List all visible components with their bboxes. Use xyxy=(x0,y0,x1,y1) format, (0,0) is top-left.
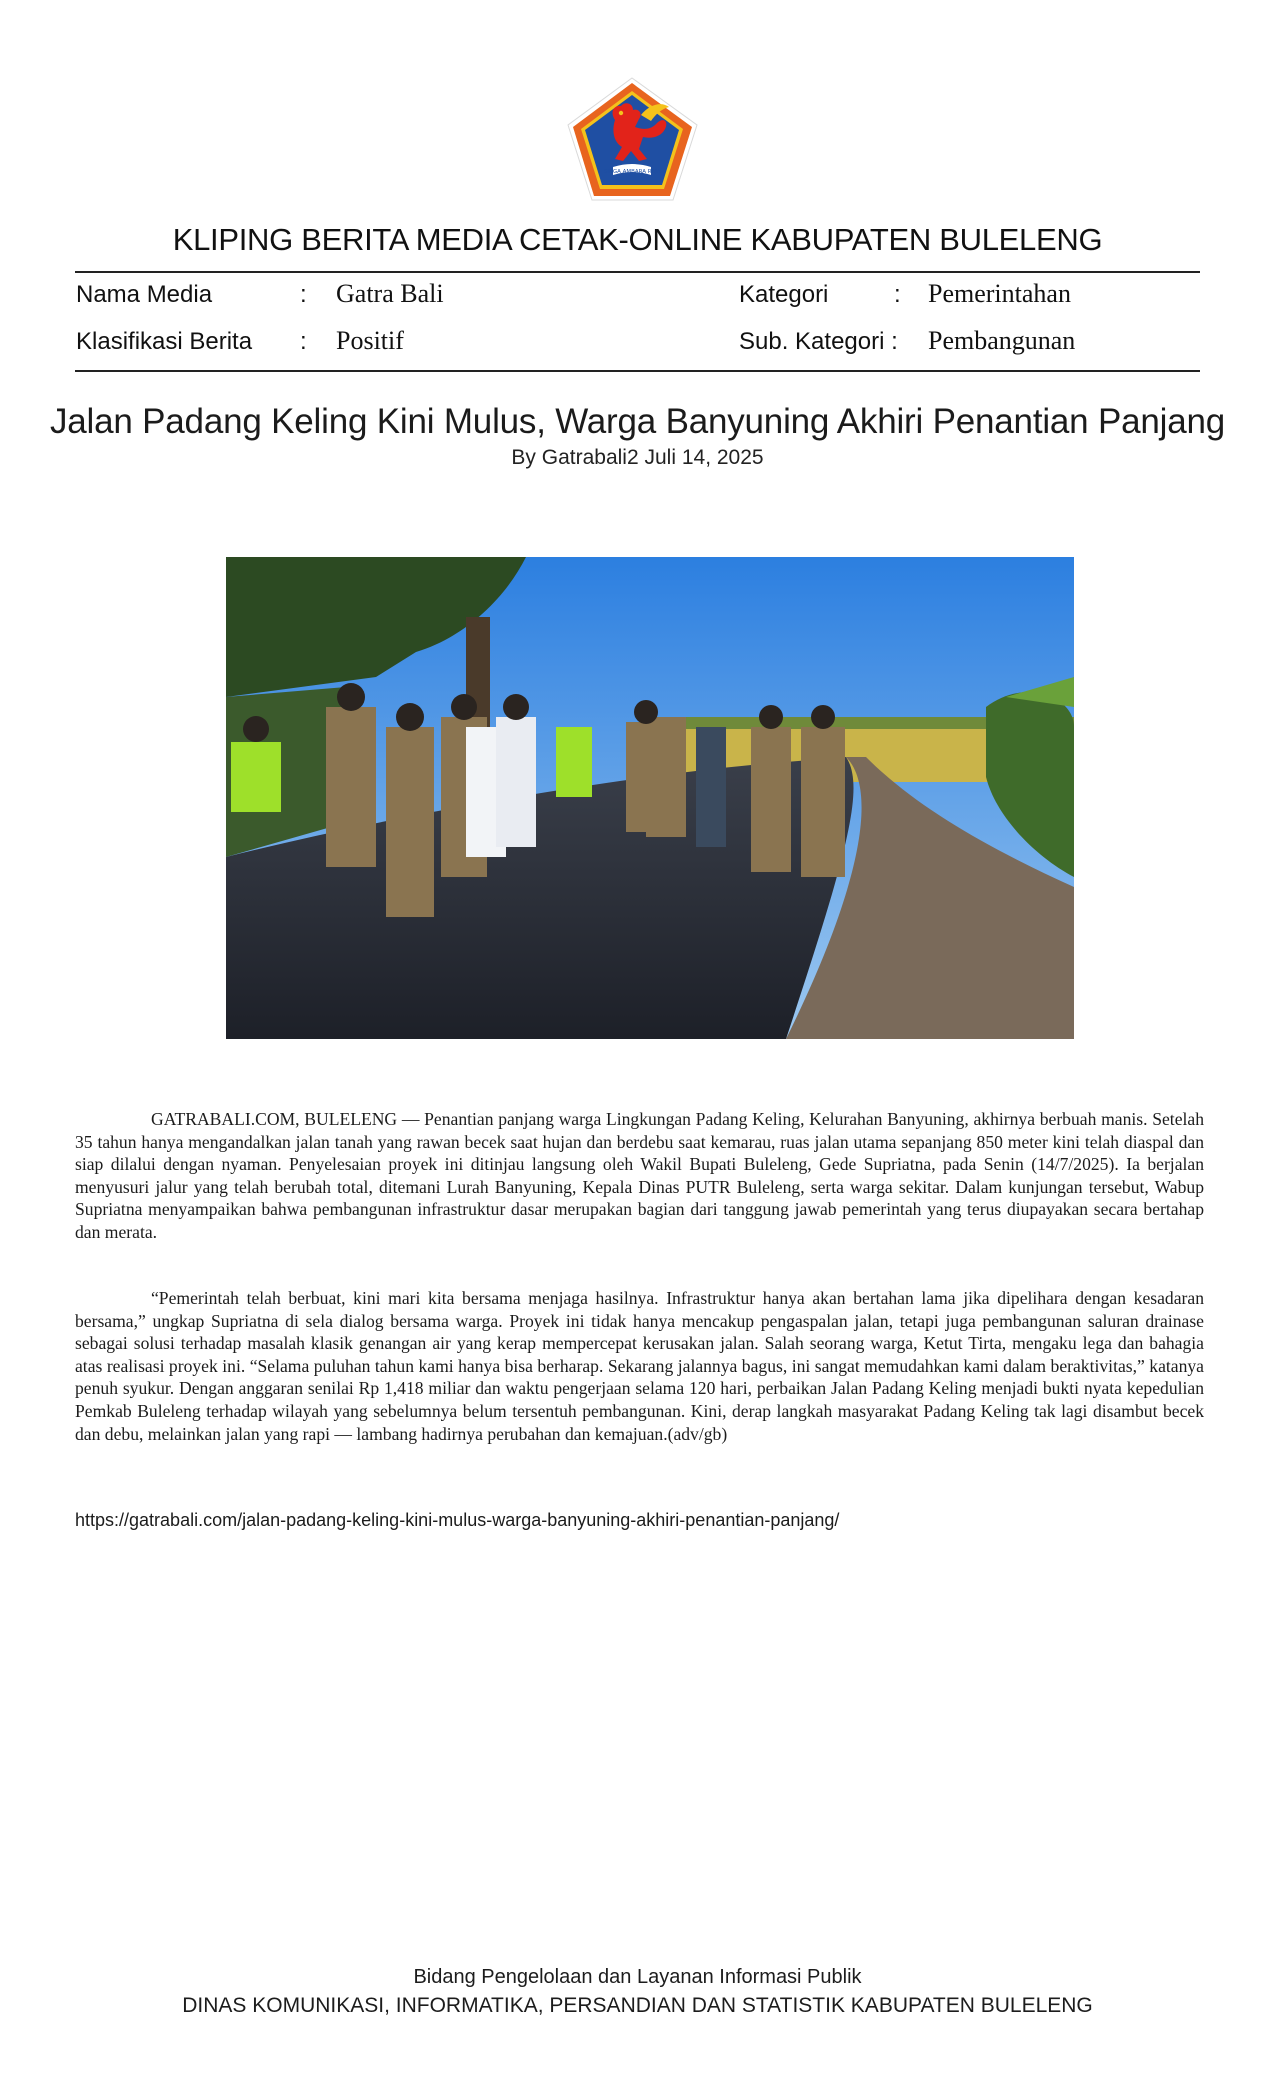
article-paragraph-2: “Pemerintah telah berbuat, kini mari kita bersama menjaga hasilnya. Infrastruktur hanya akan bertahan lama jika dipelihara dengan kesadaran bersama,” ungkap Supriatna di sela dialog bersama warga. Proyek ini tidak hanya mencakup pengaspalan jalan, tetapi juga pembangunan saluran drainase sebagai solusi terhadap masalah klasik genangan air yang kerap mempercepat kerusakan jalan. Salah seorang warga, Ketut Tirta, mengaku lega dan bahagia atas realisasi proyek ini. “Selama puluhan tahun kami hanya bisa berharap. Sekarang jalannya bagus, ini sangat memudahkan kami dalam beraktivitas,” katanya penuh syukur. Dengan anggaran senilai Rp 1,418 miliar dan waktu pengerjaan selama 120 hari, perbaikan Jalan Padang Keling menjadi bukti nyata kepedulian Pemkab Buleleng terhadap wilayah yang sebelumnya belum tersentuh pembangunan. Kini, derap langkah masyarakat Padang Keling tak lagi disambut becek dan debu, melainkan jalan yang rapi — lambang hadirnya perubahan dan kemajuan.(adv/gb) xyxy=(75,1288,1204,1444)
header-top-rule xyxy=(75,271,1200,273)
header-bottom-rule xyxy=(75,370,1200,372)
nama-media-label: Nama Media xyxy=(76,281,213,308)
sub-kategori-label: Sub. Kategori : xyxy=(739,328,898,355)
footer-agency: DINAS KOMUNIKASI, INFORMATIKA, PERSANDIAN DAN STATISTIK KABUPATEN BULELENG xyxy=(182,1994,1093,2017)
kabupaten-buleleng-logo xyxy=(565,75,700,203)
klasifikasi-label: Klasifikasi Berita xyxy=(76,328,253,355)
kategori-value: Pemerintahan xyxy=(928,279,1071,308)
klasifikasi-colon: : xyxy=(300,328,307,355)
article-photo xyxy=(226,557,1074,1039)
article-byline: By Gatrabali2 Juli 14, 2025 xyxy=(511,446,764,469)
nama-media-value: Gatra Bali xyxy=(336,279,444,308)
article-title: Jalan Padang Keling Kini Mulus, Warga Banyuning Akhiri Penantian Panjang xyxy=(49,402,1226,441)
clipping-header-title: KLIPING BERITA MEDIA CETAK-ONLINE KABUPATEN BULELENG xyxy=(172,222,1103,257)
kategori-label: Kategori xyxy=(739,281,829,308)
klasifikasi-value: Positif xyxy=(336,326,404,355)
article-paragraph-1: GATRABALI.COM, BULELENG — Penantian panjang warga Lingkungan Padang Keling, Kelurahan Banyuning, akhirnya berbuah manis. Setelah 35 tahun hanya mengandalkan jalan tanah yang rawan becek saat hujan dan berdebu saat kemarau, ruas jalan utama sepanjang 850 meter kini telah diaspal dan siap dilalui dengan nyaman. Penyelesaian proyek ini ditinjau langsung oleh Wakil Bupati Buleleng, Gede Supriatna, pada Senin (14/7/2025). Ia berjalan menyusuri jalur yang telah berubah total, ditemani Lurah Banyuning, Kepala Dinas PUTR Buleleng, serta warga sekitar. Dalam kunjungan tersebut, Wabup Supriatna menyampaikan bahwa pembangunan infrastruktur dasar merupakan bagian dari tanggung jawab pemerintah yang terus diupayakan secara bertahap dan merata. xyxy=(75,1109,1204,1242)
footer-division: Bidang Pengelolaan dan Layanan Informasi Publik xyxy=(413,1966,862,1988)
kategori-colon: : xyxy=(894,281,901,308)
sub-kategori-value: Pembangunan xyxy=(928,326,1076,355)
svg-text:SINGA AMBARA RAJA: SINGA AMBARA RAJA xyxy=(603,169,661,175)
nama-media-colon: : xyxy=(300,281,307,308)
article-source-link[interactable]: https://gatrabali.com/jalan-padang-keling-kini-mulus-warga-banyuning-akhiri-penantian-panjang/ xyxy=(75,1510,840,1530)
